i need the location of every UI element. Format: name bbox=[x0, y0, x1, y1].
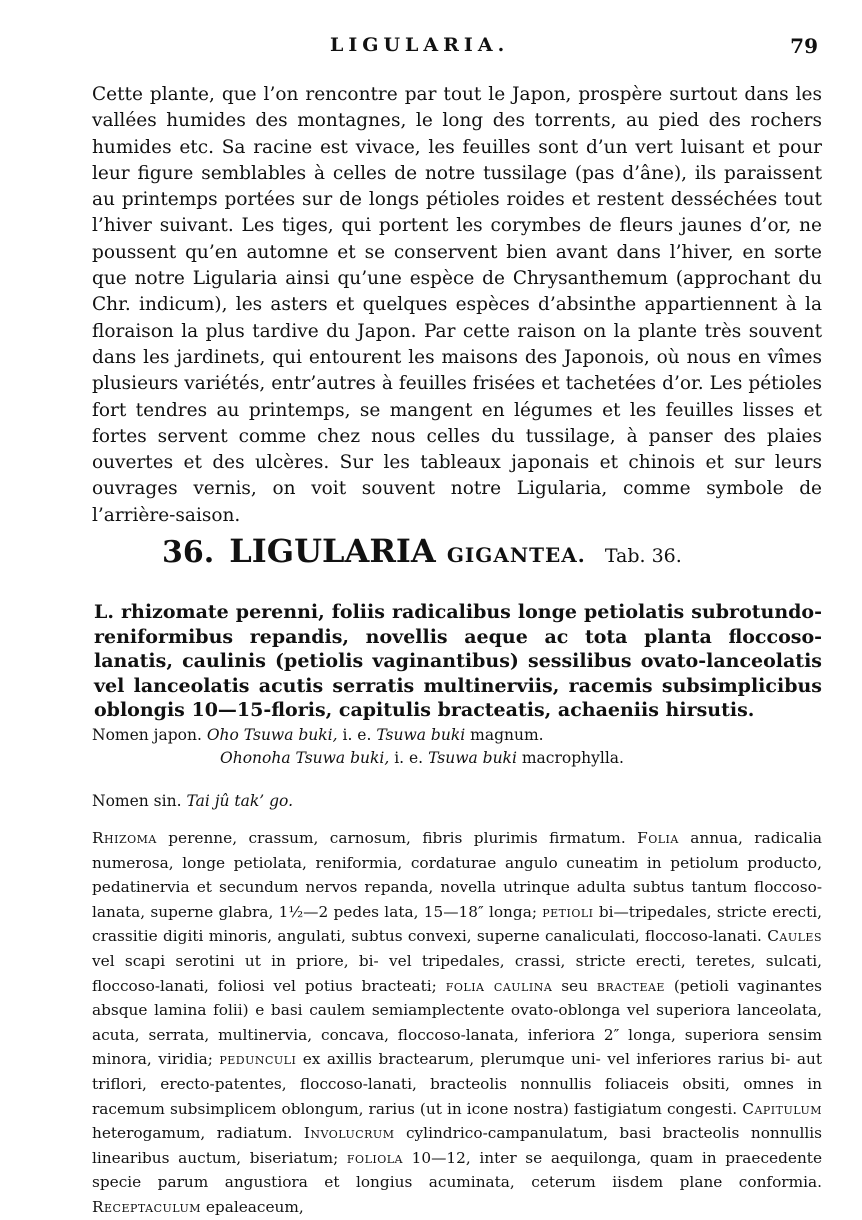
ie-1: i. e. bbox=[342, 726, 372, 744]
page-header bbox=[0, 34, 862, 58]
term-pedunculi: pedunculi bbox=[219, 1050, 297, 1069]
desc-text-8: heterogamum, radiatum. bbox=[92, 1124, 304, 1143]
term-foliola: foliola bbox=[346, 1148, 403, 1167]
desc-text-9: cylindrico-campanulatum, basi bracteolis nonnullis linearibus auctum, biseriatum; bbox=[92, 1124, 823, 1167]
gloss-1: magnum. bbox=[470, 726, 544, 744]
desc-text-11: epaleaceum, bbox=[201, 1197, 304, 1216]
nomen-japon-line-2 bbox=[220, 749, 624, 767]
desc-text-6: (petioli vaginantes absque lamina folii) e basi caulem semiamplectente ovato-oblonga vel superiora lanceolata, acuta, serrata, multinervia, concava, floccoso-lanata, inferiora 2″ longa, superiora sensim minora, viridia; bbox=[92, 976, 822, 1069]
nomen-japon-line-1 bbox=[92, 726, 544, 744]
plate-reference: Tab. 36. bbox=[604, 545, 682, 567]
species-heading bbox=[162, 532, 682, 570]
term-bracteae: bracteae bbox=[596, 976, 665, 995]
french-paragraph: Cette plante, que l’on rencontre par tout le Japon, prospère surtout dans les vallées humides des montagnes, le long des torrents, au pied des rochers humides etc. Sa racine est vivace, les feuilles sont d’un vert luisant et pour leur figure semblables à celles de notre tussilage (pas d’âne), ils paraissent au printemps portées sur de longs pétioles roides et restent desséchées tout l’hiver suivant. Les tiges, qui portent les corymbes de fleurs jaunes d’or, ne poussent qu’en automne et se conservent bien avant dans l’hiver, en sorte que notre Ligularia ainsi qu’une espèce de Chrysanthemum (approchant du Chr. indicum), les asters et quelques espèces d’absinthe appartiennent à la floraison la plus tardive du Japon. Par cette raison on la plante très souvent dans les jardinets, qui entourent les maisons des Japonois, où nous en vîmes plusieurs variétés, entr’autres à feuilles frisées et tachetées d’or. Les pétioles fort tendres au printemps, se mangent en légumes et les feuilles lisses et fortes servent comme chez nous celles du tussilage, à panser des plaies ouvertes et des ulcères. Sur les tableaux japonais et chinois et sur leurs ouvrages vernis, on voit souvent notre Ligularia, comme symbole de l’arrière-saison. bbox=[92, 84, 822, 526]
term-rhizoma: Rhizoma bbox=[92, 829, 157, 847]
chinese-name: Tai jû tak’ go. bbox=[186, 792, 294, 810]
running-title: LIGULARIA. bbox=[330, 34, 510, 56]
ie-2: i. e. bbox=[394, 749, 424, 767]
nomen-sin-line bbox=[92, 792, 293, 810]
desc-text-1: perenne, crassum, carnosum, fibris plurimis firmatum. bbox=[156, 829, 638, 847]
desc-text-7: ex axillis bractearum, plerumque uni- vel inferiores rarius bi- aut triflori, erecto-patentes, floccoso-lanati, bracteolis nonnullis foliaceis obsiti, omnes in racemum subsimplicem oblongum, rarius (ut in icone nostra) fastigiatum congesti. bbox=[92, 1050, 822, 1118]
nomen-japon-label: Nomen japon. bbox=[92, 726, 202, 744]
term-involucrum: Involucrum bbox=[303, 1124, 395, 1143]
gloss-2: macrophylla. bbox=[521, 749, 624, 767]
desc-text-5: seu bbox=[552, 976, 597, 995]
term-capitulum: Capitulum bbox=[742, 1099, 822, 1118]
species-number: 36. bbox=[162, 535, 215, 570]
desc-text-2: annua, radicalia numerosa, longe petiolata, reniformia, cordaturae angulo cuneatim in petiolum producto, pedatinervia et secundum nervos repanda, novella utrinque adulta subtus tantum floccoso-lanata, superne glabra, 1½—2 pedes lata, 15—18″ longa; bbox=[92, 829, 823, 921]
term-folia: Folia bbox=[637, 829, 679, 847]
nomen-sin-label: Nomen sin. bbox=[92, 792, 182, 810]
species-genus: LIGULARIA bbox=[229, 532, 436, 570]
japanese-name-1: Oho Tsuwa buki, bbox=[206, 726, 338, 744]
term-folia-caulina: folia caulina bbox=[445, 976, 553, 995]
latin-diagnosis: L. rhizomate perenni, foliis radicalibus longe petiolatis subrotundo-reniformibus repandis, novellis aeque ac tota planta floccoso-lanatis, caulinis (petiolis vaginantibus) sessilibus ovato-lanceolatis vel lanceolatis acutis serratis multinerviis, racemis subsimplicibus oblongis 10—15-floris, capitulis bracteatis, achaeniis hirsutis. bbox=[94, 601, 822, 721]
desc-text-4: vel scapi serotini ut in priore, bi- vel tripedales, crassi, stricte erecti, teretes, sulcati, floccoso-lanati, foliosi vel potius bracteati; bbox=[92, 951, 822, 995]
term-caules: Caules bbox=[767, 927, 822, 946]
latin-description bbox=[92, 826, 822, 1220]
desc-text-3: bi—tripedales, stricte erecti, crassitie digiti minoris, angulati, subtus convexi, superne canaliculati, floccoso-lanati. bbox=[92, 902, 822, 946]
gloss-name-2: Tsuwa buki bbox=[428, 749, 517, 767]
term-petioli: petioli bbox=[542, 902, 594, 921]
term-receptaculum: Receptaculum bbox=[92, 1197, 201, 1216]
gloss-name-1: Tsuwa buki bbox=[376, 726, 466, 744]
page-number: 79 bbox=[790, 34, 818, 58]
japanese-name-2: Ohonoha Tsuwa buki, bbox=[220, 749, 390, 767]
species-epithet: GIGANTEA. bbox=[446, 543, 586, 567]
desc-text-10: 10—12, inter se aequilonga, quam in praecedente specie parum angustiora et longius acuminata, ceterum iisdem plane conformia. bbox=[92, 1148, 822, 1192]
